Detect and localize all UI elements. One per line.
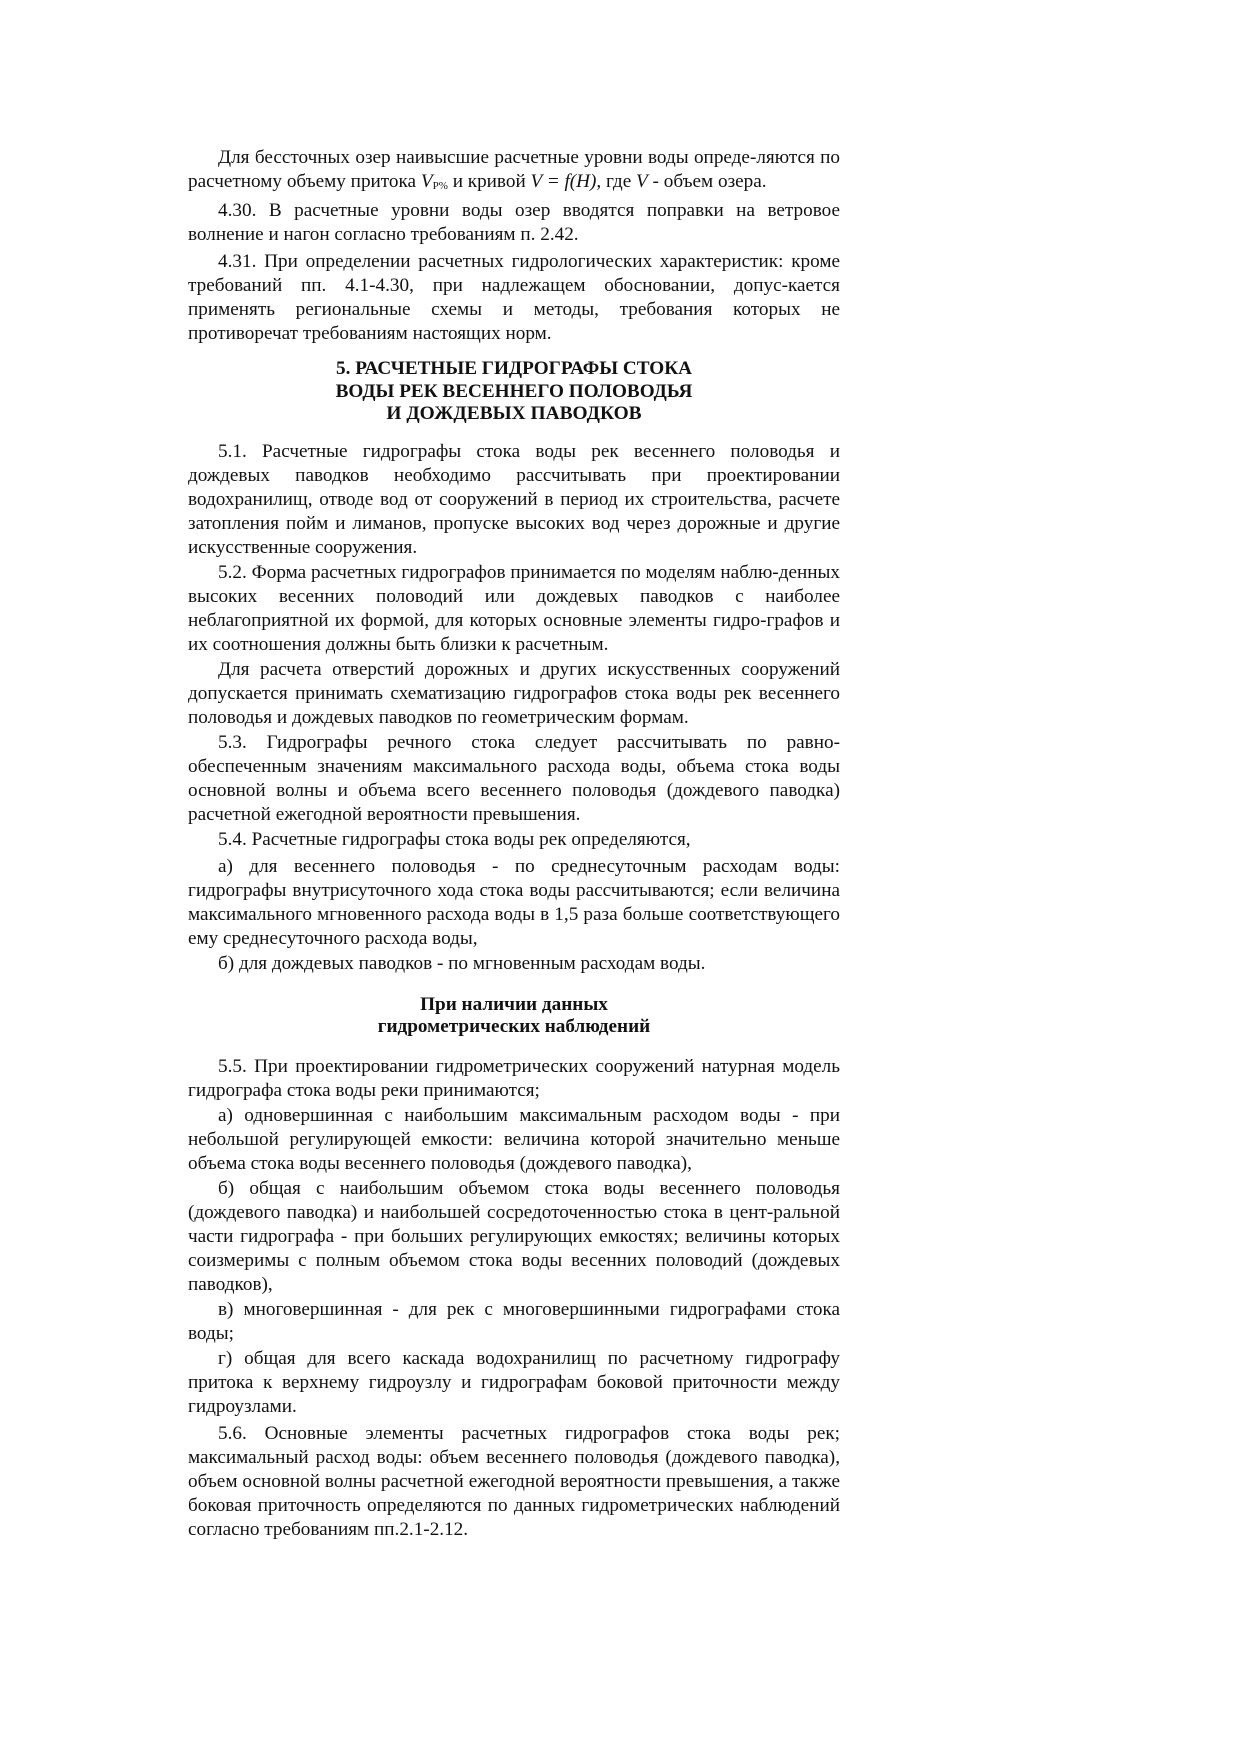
paragraph-text: , где — [596, 171, 637, 192]
paragraph-lakes — [188, 146, 840, 198]
paragraph-4-31: 4.31. При определении расчетных гидрологических характеристик: кроме требований пп. 4.1-4.30, при надлежащем обосновании, допус-кается применять региональные схемы и методы, требования которых не противоречат требованиям настоящих норм. — [188, 251, 840, 344]
subsection-title-line2: гидрометрических наблюдений — [377, 1016, 651, 1037]
paragraph-5-5-c: в) многовершинная - для рек с многовершинными гидрографами стока воды; — [188, 1298, 840, 1344]
subscript-p-percent: P% — [432, 180, 448, 192]
paragraph-5-5-a: а) одновершинная с наибольшим максимальным расходом воды - при небольшой регулирующей емкости: величина которой значительно меньше объема стока воды весеннего половодья (дождевого паводка), — [188, 1104, 840, 1174]
paragraph-text: Для бессточных озер наивысшие расчетные уровни воды опреде-ляются по расчетному объему притока — [188, 147, 840, 192]
section-5-heading — [188, 358, 840, 426]
paragraph-4-30: 4.30. В расчетные уровни воды озер вводятся поправки на ветровое волнение и нагон согласно требованиям п. 2.42. — [188, 200, 840, 245]
section-5-title-line2: ВОДЫ РЕК ВЕСЕННЕГО ПОЛОВОДЬЯ — [335, 380, 693, 402]
paragraph-5-5: 5.5. При проектировании гидрометрических сооружений натурная модель гидрографа стока воды реки принимаются; — [188, 1055, 840, 1101]
paragraph-5-3: 5.3. Гидрографы речного стока следует рассчитывать по равно-обеспеченным значениям максимального расхода воды, объема стока воды основной волны и объема всего весеннего половодья (дождевого паводка) расчетной ежегодной вероятности превышения. — [188, 731, 840, 825]
paragraph-text: и кривой — [447, 171, 531, 192]
paragraph-5-5-b: б) общая с наибольшим объемом стока воды весеннего половодья (дождевого паводка) и наибольшей сосредоточенностью стока в цент-ральной части гидрографа - при больших регулирующих емкостях; величины которых соизмеримы с полным объемом стока воды весенних половодий (дождевых паводков), — [188, 1177, 840, 1295]
paragraph-5-6: 5.6. Основные элементы расчетных гидрографов стока воды рек; максимальный расход воды: объем весеннего половодья (дождевого паводка), объем основной волны расчетной ежегодной вероятности превышения, а также боковая приточность определяются по данных гидрометрических наблюдений согласно требованиям пп.2.1-2.12. — [188, 1422, 840, 1540]
section-5-title-line1: 5. РАСЧЕТНЫЕ ГИДРОГРАФЫ СТОКА — [336, 358, 692, 379]
paragraph-5-4-a: а) для весеннего половодья - по среднесуточным расходам воды: гидрографы внутрисуточного хода стока воды рассчитываются; если величина максимального мгновенного расхода воды в 1,5 раза больше соответствующего ему среднесуточного расхода воды, — [188, 855, 840, 949]
paragraph-5-5-d: г) общая для всего каскада водохранилищ по расчетному гидрографу притока к верхнему гидроузлу и гидрографам боковой приточности между гидроузлами. — [188, 1347, 840, 1417]
document-page — [188, 146, 840, 1543]
paragraph-5-1: 5.1. Расчетные гидрографы стока воды рек весеннего половодья и дождевых паводков необходимо рассчитывать при проектировании водохранилищ, отводе вод от сооружений в период их строительства, расчете затопления пойм и лиманов, пропуске высоких вод через дорожные и другие искусственные сооружения. — [188, 440, 840, 558]
paragraph-text: - объем озера. — [647, 171, 767, 192]
paragraph-5-2-continued: Для расчета отверстий дорожных и других искусственных сооружений допускается принимать схематизацию гидрографов стока воды рек весеннего половодья и дождевых паводков по геометрическим формам. — [188, 658, 840, 728]
formula-v-fh: V = f(H) — [530, 171, 597, 192]
section-5-title-line3: И ДОЖДЕВЫХ ПАВОДКОВ — [386, 403, 642, 424]
symbol-v: V — [420, 171, 433, 192]
paragraph-5-4: 5.4. Расчетные гидрографы стока воды рек определяются, — [218, 828, 691, 850]
symbol-v: V — [636, 171, 648, 192]
subsection-title-line1: При наличии данных — [420, 993, 608, 1015]
subsection-heading — [188, 994, 840, 1039]
paragraph-5-2: 5.2. Форма расчетных гидрографов принимается по моделям наблю-денных высоких весенних половодий или дождевых паводков с наиболее неблагоприятной их формой, для которых основные элементы гидро-графов и их соотношения должны быть близки к расчетным. — [188, 561, 840, 655]
paragraph-5-4-b: б) для дождевых паводков - по мгновенным расходам воды. — [218, 952, 706, 974]
